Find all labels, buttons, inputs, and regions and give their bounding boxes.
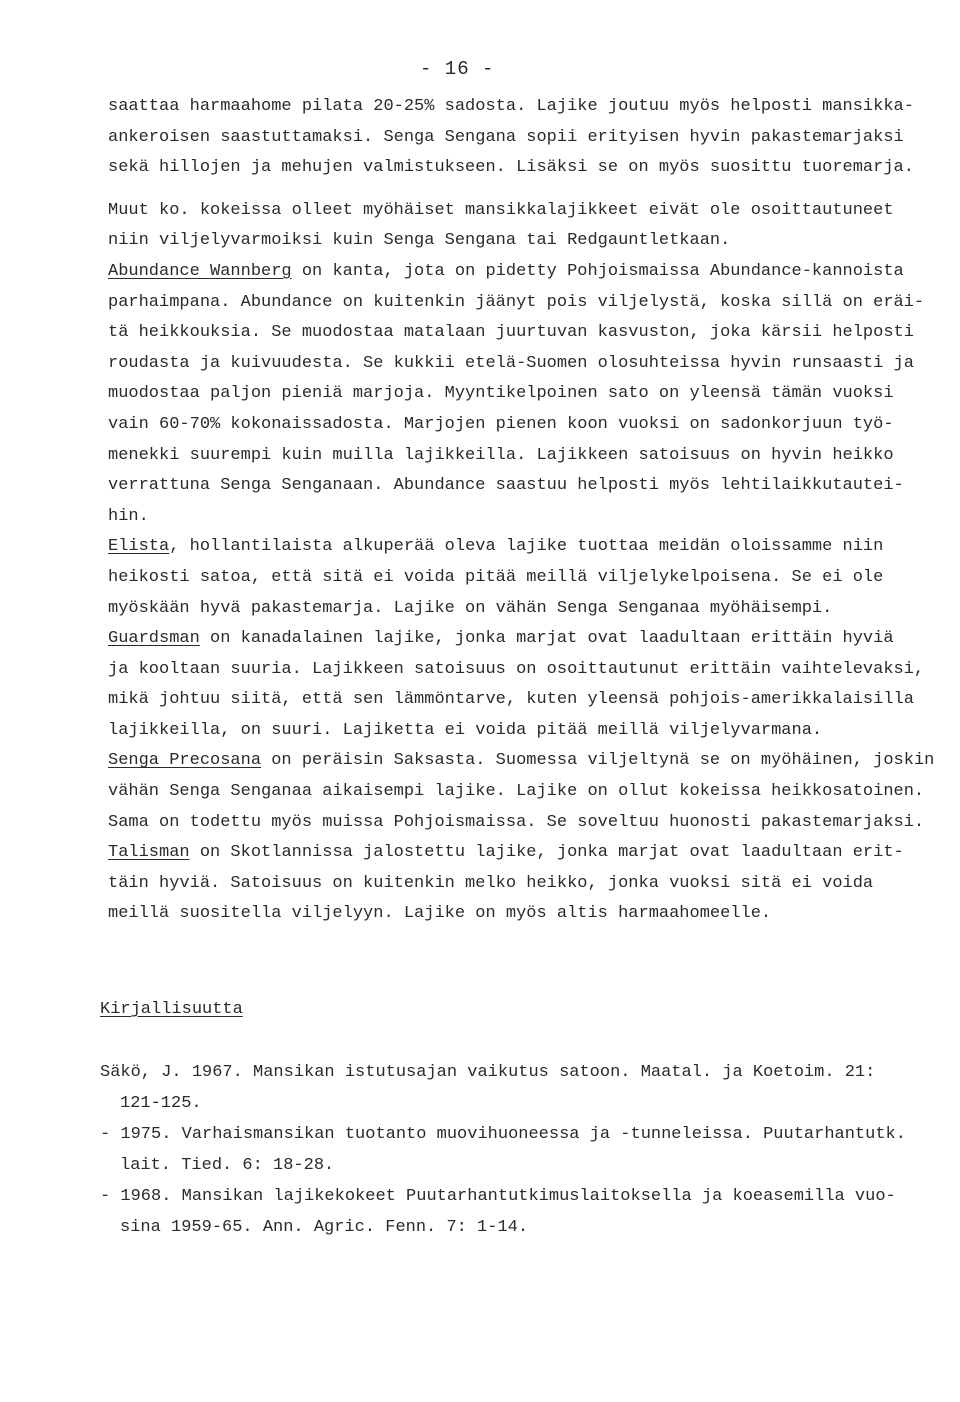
references-heading: Kirjallisuutta (100, 1000, 243, 1019)
text-line: niin viljelyvarmoiksi kuin Senga Sengana tai Redgauntletkaan. (108, 231, 731, 251)
text-line: meillä suositella viljelyyn. Lajike on myös altis harmaahomeelle. (108, 904, 772, 924)
text-run: on peräisin Saksasta. Suomessa viljeltynä se on myöhäinen, joskin (261, 751, 935, 771)
variety-name-guardsman: Guardsman (108, 629, 200, 649)
text-line: ja kooltaan suuria. Lajikkeen satoisuus on osoittautunut erittäin vaihtelevaksi, (108, 659, 925, 679)
text-line: muodostaa paljon pieniä marjoja. Myyntikelpoinen sato on yleensä tämän vuoksi (108, 384, 894, 404)
paragraph-abundance (108, 257, 928, 532)
reference-item (100, 1057, 930, 1119)
paragraph-late-varieties (108, 196, 928, 257)
variety-name-talisman: Talisman (108, 843, 190, 863)
text-line (108, 257, 928, 288)
body-text (108, 92, 935, 930)
text-line: heikosti satoa, että sitä ei voida pitää meillä viljelykelpoisena. Se ei ole (108, 567, 884, 587)
variety-name-elista: Elista (108, 537, 170, 557)
text-line: mikä johtuu siitä, että sen lämmöntarve, kuten yleensä pohjois-amerikkalaisilla (108, 690, 914, 710)
text-line (108, 838, 928, 869)
text-line: myöskään hyvä pakastemarja. Lajike on vähän Senga Senganaa myöhäisempi. (108, 598, 833, 618)
reference-item (100, 1119, 930, 1181)
text-run: on kanadalainen lajike, jonka marjat ovat laadultaan erittäin hyviä (199, 629, 894, 649)
reference-item (100, 1181, 930, 1243)
reference-line: sina 1959-65. Ann. Agric. Fenn. 7: 1-14. (120, 1218, 529, 1237)
text-line: Muut ko. kokeissa olleet myöhäiset mansikkalajikkeet eivät ole osoittautuneet (108, 200, 894, 220)
paragraph-grey-mould (108, 92, 928, 184)
reference-line: lait. Tied. 6: 18-28. (120, 1156, 335, 1175)
references-list (100, 1057, 930, 1243)
variety-name-abundance: Abundance Wannberg (108, 261, 292, 281)
text-line: vähän Senga Senganaa aikaisempi lajike. Lajike on ollut kokeissa heikkosatoinen. (108, 782, 925, 802)
page-number: - 16 - (420, 58, 495, 80)
text-line: lajikkeilla, on suuri. Lajiketta ei voida pitää meillä viljelyvarmana. (108, 720, 823, 740)
text-line: tä heikkouksia. Se muodostaa matalaan juurtuvan kasvuston, joka kärsii helposti (108, 323, 914, 343)
text-line: roudasta ja kuivuudesta. Se kukkii etelä-Suomen olosuhteissa hyvin runsaasti ja (108, 353, 914, 373)
text-line: parhaimpana. Abundance on kuitenkin jäänyt pois viljelystä, koska sillä on eräi- (108, 292, 925, 312)
text-line: ankeroisen saastuttamaksi. Senga Sengana sopii erityisen hyvin pakastemarjaksi (108, 127, 904, 147)
text-line: vain 60-70% kokonaissadosta. Marjojen pienen koon vuoksi on sadonkorjuun työ- (108, 414, 894, 434)
text-line (108, 746, 935, 777)
text-run: on Skotlannissa jalostettu lajike, jonka marjat ovat laadultaan erit- (189, 843, 904, 863)
text-line: täin hyviä. Satoisuus on kuitenkin melko heikko, jonka vuoksi sitä ei voida (108, 873, 874, 893)
text-line: menekki suurempi kuin muilla lajikkeilla. Lajikkeen satoisuus on hyvin heikko (108, 445, 894, 465)
text-line: Sama on todettu myös muissa Pohjoismaissa. Se soveltuu huonosti pakastemarjaksi. (108, 812, 925, 832)
reference-line: - 1975. Varhaismansikan tuotanto muovihuoneessa ja -tunneleissa. Puutarhantutk. (100, 1125, 906, 1144)
text-line (108, 624, 928, 655)
text-line: sekä hillojen ja mehujen valmistukseen. Lisäksi se on myös suosittu tuoremarja. (108, 158, 914, 178)
text-line (108, 532, 928, 563)
text-line: hin. (108, 506, 149, 526)
paragraph-talisman (108, 838, 928, 930)
text-line: verrattuna Senga Senganaan. Abundance saastuu helposti myös lehtilaikkutautei- (108, 476, 904, 496)
reference-line: 121-125. (120, 1094, 202, 1113)
variety-name-senga-precosana: Senga Precosana (108, 751, 262, 771)
text-run: on kanta, jota on pidetty Pohjoismaissa Abundance-kannoista (291, 261, 904, 281)
paragraph-senga-precosana (108, 746, 935, 838)
text-line: saattaa harmaahome pilata 20-25% sadosta. Lajike joutuu myös helposti mansikka- (108, 97, 914, 116)
reference-line: - 1968. Mansikan lajikekokeet Puutarhantutkimuslaitoksella ja koeasemilla vuo- (100, 1187, 896, 1206)
paragraph-guardsman (108, 624, 928, 746)
paragraph-elista (108, 532, 928, 624)
reference-line: Säkö, J. 1967. Mansikan istutusajan vaikutus satoon. Maatal. ja Koetoim. 21: (100, 1063, 876, 1082)
text-run: , hollantilaista alkuperää oleva lajike tuottaa meidän oloissamme niin (169, 537, 884, 557)
